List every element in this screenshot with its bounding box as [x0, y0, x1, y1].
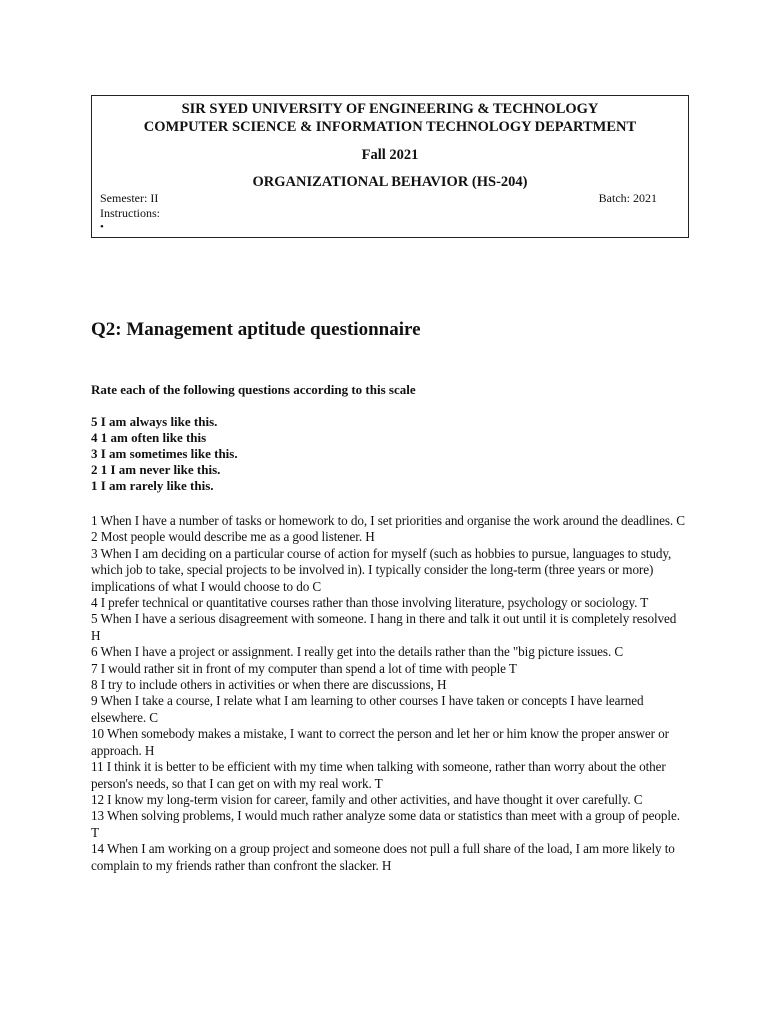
department-name: COMPUTER SCIENCE & INFORMATION TECHNOLOGY DEPARTMENT [143, 119, 637, 135]
course-title: ORGANIZATIONAL BEHAVIOR (HS-204) [252, 174, 528, 190]
question-item: 10 When somebody makes a mistake, I want to correct the person and let her or him know the proper answer or approach. H [91, 726, 669, 758]
question-item: 9 When I take a course, I relate what I am learning to other courses I have taken or concepts I have learned elsewhere. C [91, 693, 644, 725]
question-title: Q2: Management aptitude questionnaire [91, 319, 421, 340]
scale-item: 5 I am always like this. [91, 414, 218, 429]
questionnaire-items [91, 513, 685, 874]
question-item: 13 When solving problems, I would much rather analyze some data or statistics than meet with a group of people. T [91, 808, 680, 840]
question-item: 6 When I have a project or assignment. I really get into the details rather than the "big picture issues. C [91, 644, 624, 660]
question-item: 3 When I am deciding on a particular course of action for myself (such as hobbies to pursue, languages to study, which job to take, special projects to be involved in). I typically consider the long-term (three years or more) implications of what I would choose to do C [91, 545, 672, 594]
question-item: 2 Most people would describe me as a good listener. H [91, 529, 375, 545]
question-item: 7 I would rather sit in front of my computer than spend a lot of time with people T [91, 660, 517, 676]
university-name: SIR SYED UNIVERSITY OF ENGINEERING & TECHNOLOGY [181, 101, 599, 117]
question-item: 4 I prefer technical or quantitative courses rather than those involving literature, psychology or sociology. T [91, 595, 649, 611]
instructions-label: Instructions: [100, 206, 160, 220]
question-item: 8 I try to include others in activities or when there are discussions, H [91, 677, 447, 693]
rating-instructions: Rate each of the following questions according to this scale [91, 382, 416, 397]
batch-label: Batch: 2021 [598, 191, 657, 205]
rating-scale [91, 414, 238, 494]
question-item: 14 When I am working on a group project and someone does not pull a full share of the load, I am more likely to complain to my friends rather than confront the slacker. H [91, 841, 675, 873]
instructions-bullet: • [100, 221, 104, 233]
term: Fall 2021 [361, 147, 419, 163]
course-header-box [91, 95, 689, 238]
scale-item: 1 I am rarely like this. [91, 478, 214, 493]
question-item: 11 I think it is better to be efficient with my time when talking with someone, rather than worry about the other person's needs, so that I can get on with my real work. T [91, 759, 666, 791]
question-item: 5 When I have a serious disagreement with someone. I hang in there and talk it out until it is completely resolved H [91, 611, 677, 643]
scale-item: 4 1 am often like this [91, 430, 207, 445]
scale-item: 3 I am sometimes like this. [91, 446, 238, 461]
question-item: 12 I know my long-term vision for career, family and other activities, and have thought it over carefully. C [91, 791, 643, 807]
scale-item: 2 1 I am never like this. [91, 462, 221, 477]
semester-label: Semester: II [100, 191, 159, 205]
question-item: 1 When I have a number of tasks or homework to do, I set priorities and organise the work around the deadlines. C [91, 513, 685, 528]
